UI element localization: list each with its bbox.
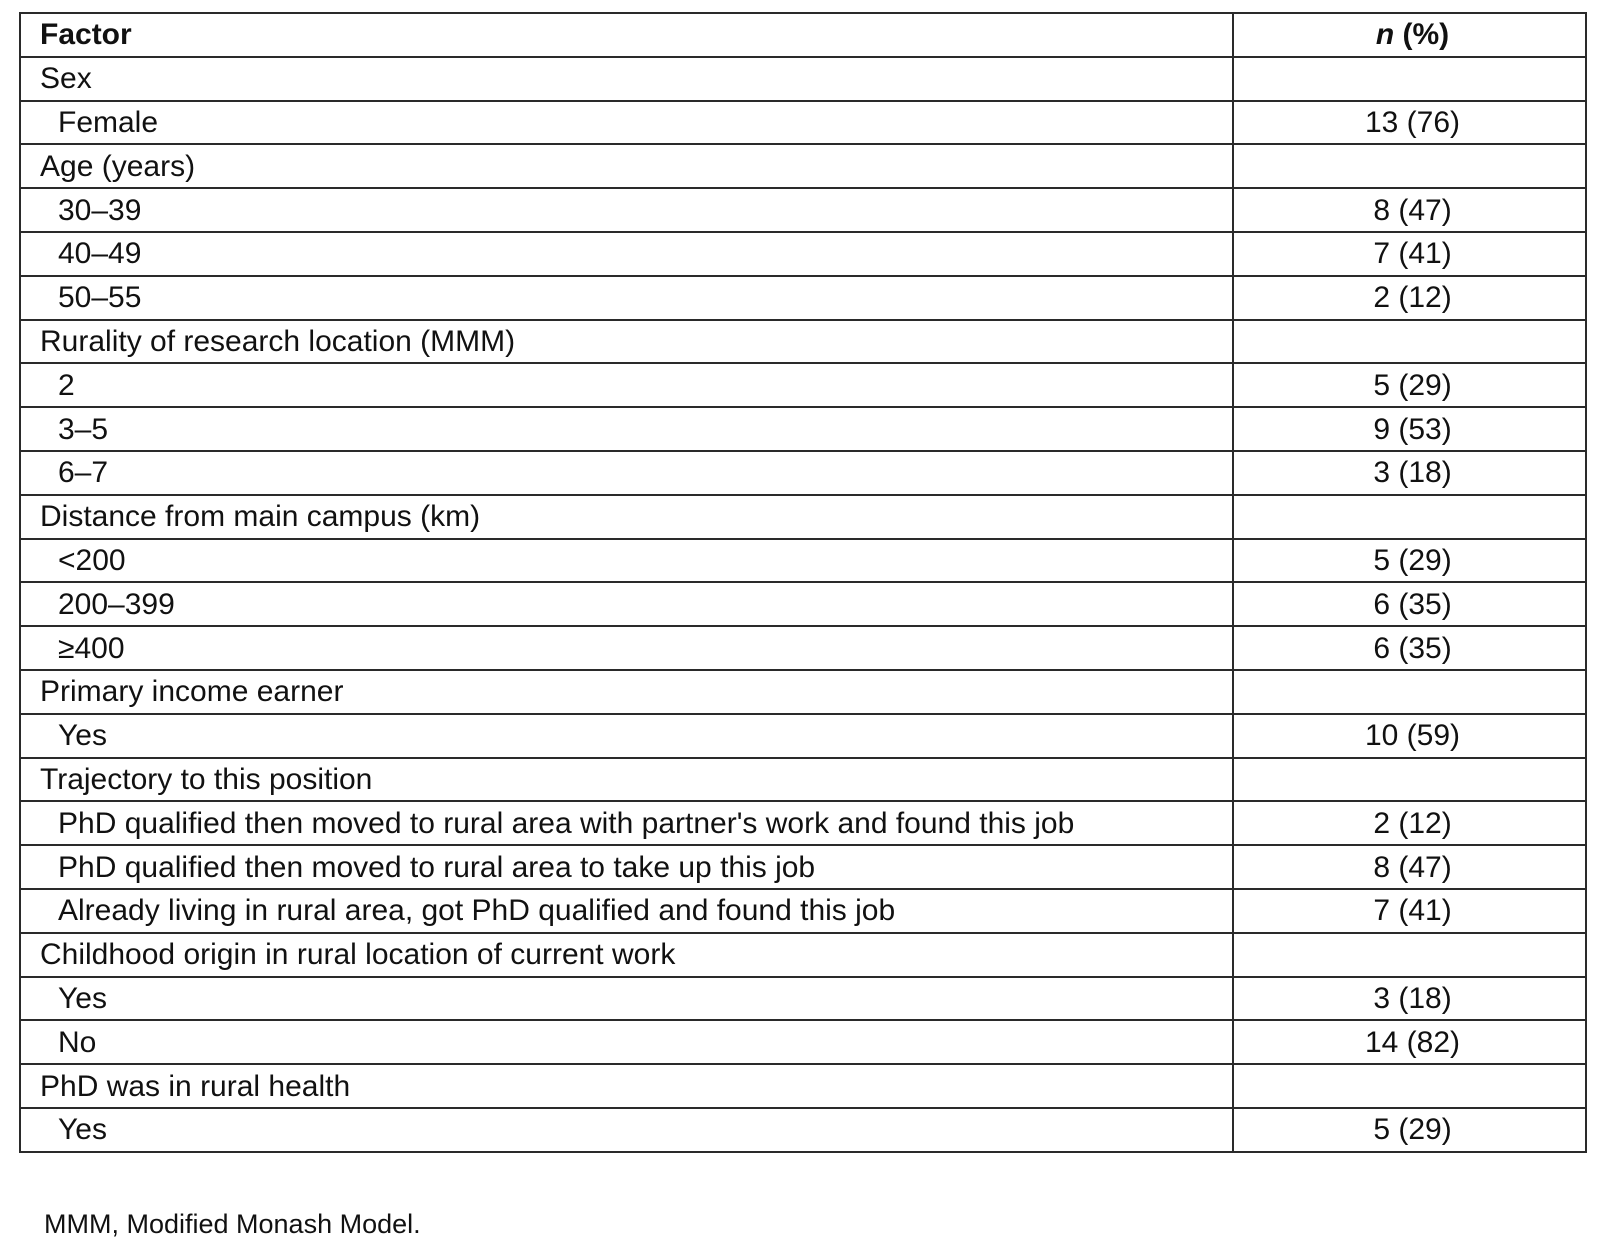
n-percent-value	[1233, 320, 1586, 364]
factor-level-label: No	[20, 1020, 1233, 1064]
n-percent-value	[1233, 495, 1586, 539]
factor-category-label: Childhood origin in rural location of current work	[20, 933, 1233, 977]
table-row	[20, 363, 1586, 407]
n-percent-value	[1233, 758, 1586, 802]
n-percent-value: 6 (35)	[1233, 626, 1586, 670]
factor-level-label: Already living in rural area, got PhD qualified and found this job	[20, 889, 1233, 933]
header-percent-label: (%)	[1394, 18, 1450, 52]
header-factor: Factor	[20, 13, 1233, 57]
factor-level-label: 2	[20, 363, 1233, 407]
n-percent-value	[1233, 670, 1586, 714]
table-row	[20, 714, 1586, 758]
n-percent-value: 6 (35)	[1233, 582, 1586, 626]
factor-level-label: Yes	[20, 714, 1233, 758]
table-row	[20, 407, 1586, 451]
factor-level-label: 50–55	[20, 276, 1233, 320]
n-percent-value: 8 (47)	[1233, 188, 1586, 232]
category-row	[20, 144, 1586, 188]
n-percent-value	[1233, 1064, 1586, 1108]
n-percent-value: 10 (59)	[1233, 714, 1586, 758]
n-percent-value: 2 (12)	[1233, 801, 1586, 845]
n-percent-value: 7 (41)	[1233, 232, 1586, 276]
factor-level-label: 200–399	[20, 582, 1233, 626]
category-row	[20, 320, 1586, 364]
table-footnote: MMM, Modified Monash Model.	[44, 1209, 421, 1239]
factor-level-label: 3–5	[20, 407, 1233, 451]
factor-category-label: Trajectory to this position	[20, 758, 1233, 802]
data-table-container	[19, 12, 1585, 1153]
factor-category-label: Distance from main campus (km)	[20, 495, 1233, 539]
n-percent-value: 3 (18)	[1233, 451, 1586, 495]
factor-level-label: Yes	[20, 977, 1233, 1021]
table-row	[20, 977, 1586, 1021]
category-row	[20, 495, 1586, 539]
factor-category-label: Rurality of research location (MMM)	[20, 320, 1233, 364]
table-body	[20, 57, 1586, 1152]
n-percent-value: 14 (82)	[1233, 1020, 1586, 1064]
table-row	[20, 539, 1586, 583]
factor-category-label: Age (years)	[20, 144, 1233, 188]
category-row	[20, 670, 1586, 714]
n-percent-value: 2 (12)	[1233, 276, 1586, 320]
header-n-symbol: n	[1375, 18, 1395, 52]
n-percent-value	[1233, 57, 1586, 101]
factor-level-label: ≥400	[20, 626, 1233, 670]
participant-characteristics-table	[19, 12, 1587, 1153]
table-row	[20, 276, 1586, 320]
factor-level-label: Yes	[20, 1108, 1233, 1152]
header-n-percent	[1233, 13, 1586, 57]
table-row	[20, 1020, 1586, 1064]
table-row	[20, 232, 1586, 276]
n-percent-value	[1233, 933, 1586, 977]
n-percent-value: 8 (47)	[1233, 845, 1586, 889]
factor-category-label: Primary income earner	[20, 670, 1233, 714]
table-row	[20, 845, 1586, 889]
table-row	[20, 582, 1586, 626]
table-row	[20, 188, 1586, 232]
factor-category-label: Sex	[20, 57, 1233, 101]
table-row	[20, 1108, 1586, 1152]
n-percent-value: 5 (29)	[1233, 363, 1586, 407]
factor-level-label: 30–39	[20, 188, 1233, 232]
n-percent-value: 7 (41)	[1233, 889, 1586, 933]
table-row	[20, 451, 1586, 495]
factor-level-label: 6–7	[20, 451, 1233, 495]
category-row	[20, 1064, 1586, 1108]
factor-level-label: PhD qualified then moved to rural area with partner's work and found this job	[20, 801, 1233, 845]
table-row	[20, 801, 1586, 845]
factor-category-label: PhD was in rural health	[20, 1064, 1233, 1108]
table-row	[20, 889, 1586, 933]
category-row	[20, 933, 1586, 977]
factor-level-label: 40–49	[20, 232, 1233, 276]
n-percent-value	[1233, 144, 1586, 188]
factor-level-label: Female	[20, 101, 1233, 145]
n-percent-value: 5 (29)	[1233, 1108, 1586, 1152]
table-header-row	[20, 13, 1586, 57]
n-percent-value: 13 (76)	[1233, 101, 1586, 145]
table-row	[20, 626, 1586, 670]
factor-level-label: PhD qualified then moved to rural area to take up this job	[20, 845, 1233, 889]
category-row	[20, 57, 1586, 101]
n-percent-value: 9 (53)	[1233, 407, 1586, 451]
n-percent-value: 3 (18)	[1233, 977, 1586, 1021]
factor-level-label: <200	[20, 539, 1233, 583]
category-row	[20, 758, 1586, 802]
table-row	[20, 101, 1586, 145]
n-percent-value: 5 (29)	[1233, 539, 1586, 583]
